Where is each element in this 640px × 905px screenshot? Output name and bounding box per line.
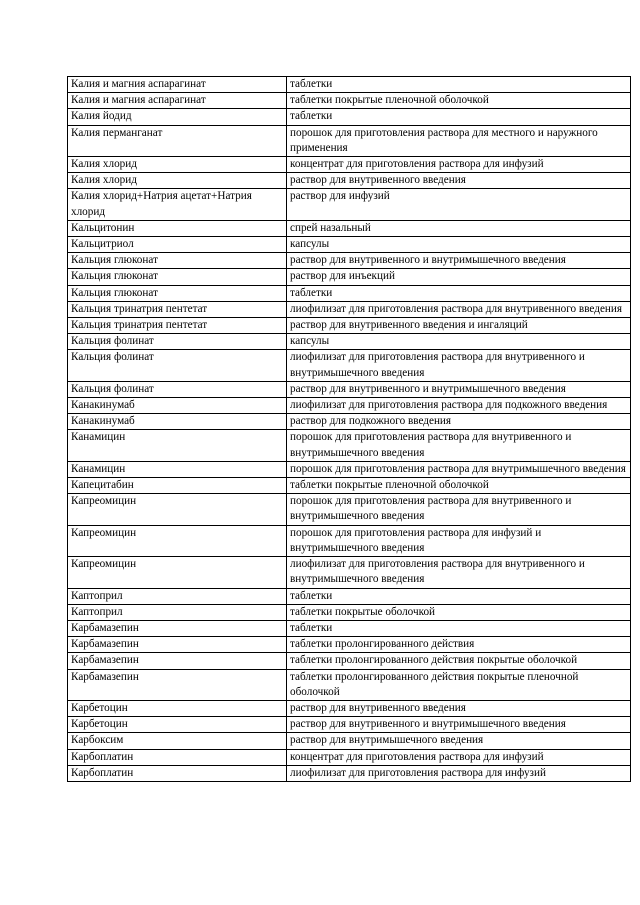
table-row	[68, 350, 631, 381]
drug-name-cell: Калия хлорид+Натрия ацетат+Натрия хлорид	[68, 189, 287, 220]
table-row	[68, 525, 631, 556]
table-row	[68, 77, 631, 93]
drug-name-cell: Карбамазепин	[68, 637, 287, 653]
table-row	[68, 414, 631, 430]
dosage-form-cell: лиофилизат для приготовления раствора для подкожного введения	[287, 398, 631, 414]
dosage-form-cell: порошок для приготовления раствора для внутримышечного введения	[287, 461, 631, 477]
drug-name-cell: Карбоплатин	[68, 749, 287, 765]
table-row	[68, 478, 631, 494]
dosage-form-cell: капсулы	[287, 237, 631, 253]
dosage-form-cell: раствор для внутривенного введения	[287, 700, 631, 716]
drug-name-cell: Калия и магния аспарагинат	[68, 93, 287, 109]
drug-name-cell: Кальция фолинат	[68, 334, 287, 350]
table-row	[68, 334, 631, 350]
dosage-form-cell: порошок для приготовления раствора для инфузий и внутримышечного введения	[287, 525, 631, 556]
drug-name-cell: Калия хлорид	[68, 157, 287, 173]
table-row	[68, 653, 631, 669]
drug-forms-table	[67, 76, 631, 782]
drug-name-cell: Кальцитонин	[68, 220, 287, 236]
table-row	[68, 765, 631, 781]
drug-name-cell: Канакинумаб	[68, 414, 287, 430]
dosage-form-cell: раствор для внутримышечного введения	[287, 733, 631, 749]
table-row	[68, 604, 631, 620]
dosage-form-cell: раствор для внутривенного и внутримышечного введения	[287, 253, 631, 269]
dosage-form-cell: раствор для внутривенного и внутримышечного введения	[287, 717, 631, 733]
dosage-form-cell: лиофилизат для приготовления раствора для инфузий	[287, 765, 631, 781]
dosage-form-cell: раствор для инфузий	[287, 189, 631, 220]
dosage-form-cell: раствор для внутривенного и внутримышечного введения	[287, 381, 631, 397]
dosage-form-cell: таблетки пролонгированного действия покрытые пленочной оболочкой	[287, 669, 631, 700]
drug-name-cell: Карбоплатин	[68, 765, 287, 781]
table-row	[68, 253, 631, 269]
dosage-form-cell: таблетки	[287, 588, 631, 604]
dosage-form-cell: лиофилизат для приготовления раствора для внутривенного и внутримышечного введения	[287, 350, 631, 381]
dosage-form-cell: раствор для внутривенного введения	[287, 173, 631, 189]
table-row	[68, 301, 631, 317]
table-row	[68, 557, 631, 588]
table-row	[68, 93, 631, 109]
table-row	[68, 733, 631, 749]
dosage-form-cell: раствор для внутривенного введения и ингаляций	[287, 318, 631, 334]
drug-name-cell: Кальция тринатрия пентетат	[68, 318, 287, 334]
dosage-form-cell: лиофилизат для приготовления раствора для внутривенного введения	[287, 301, 631, 317]
drug-name-cell: Капреомицин	[68, 525, 287, 556]
dosage-form-cell: порошок для приготовления раствора для внутривенного и внутримышечного введения	[287, 430, 631, 461]
drug-name-cell: Кальция фолинат	[68, 350, 287, 381]
table-row	[68, 157, 631, 173]
drug-name-cell: Карбамазепин	[68, 653, 287, 669]
table-row	[68, 381, 631, 397]
table-row	[68, 717, 631, 733]
drug-name-cell: Карбоксим	[68, 733, 287, 749]
table-row	[68, 588, 631, 604]
drug-name-cell: Калия и магния аспарагинат	[68, 77, 287, 93]
drug-name-cell: Калия перманганат	[68, 125, 287, 156]
table-row	[68, 237, 631, 253]
table-row	[68, 749, 631, 765]
table-row	[68, 125, 631, 156]
drug-name-cell: Каптоприл	[68, 604, 287, 620]
drug-name-cell: Каптоприл	[68, 588, 287, 604]
drug-name-cell: Канамицин	[68, 430, 287, 461]
dosage-form-cell: раствор для подкожного введения	[287, 414, 631, 430]
table-row	[68, 637, 631, 653]
dosage-form-cell: таблетки пролонгированного действия покрытые оболочкой	[287, 653, 631, 669]
drug-name-cell: Кальция глюконат	[68, 253, 287, 269]
drug-name-cell: Карбетоцин	[68, 700, 287, 716]
dosage-form-cell: порошок для приготовления раствора для местного и наружного применения	[287, 125, 631, 156]
drug-name-cell: Калия йодид	[68, 109, 287, 125]
drug-name-cell: Кальция глюконат	[68, 269, 287, 285]
table-row	[68, 220, 631, 236]
table-row	[68, 318, 631, 334]
table-row	[68, 700, 631, 716]
dosage-form-cell: таблетки покрытые пленочной оболочкой	[287, 93, 631, 109]
drug-name-cell: Кальция глюконат	[68, 285, 287, 301]
table-row	[68, 494, 631, 525]
dosage-form-cell: капсулы	[287, 334, 631, 350]
table-row	[68, 285, 631, 301]
table-row	[68, 189, 631, 220]
dosage-form-cell: лиофилизат для приготовления раствора для внутривенного и внутримышечного введения	[287, 557, 631, 588]
dosage-form-cell: таблетки покрытые пленочной оболочкой	[287, 478, 631, 494]
dosage-form-cell: таблетки	[287, 109, 631, 125]
table-row	[68, 398, 631, 414]
table-row	[68, 269, 631, 285]
dosage-form-cell: таблетки	[287, 77, 631, 93]
dosage-form-cell: таблетки	[287, 620, 631, 636]
table-row	[68, 461, 631, 477]
table-row	[68, 430, 631, 461]
drug-name-cell: Кальция фолинат	[68, 381, 287, 397]
dosage-form-cell: спрей назальный	[287, 220, 631, 236]
dosage-form-cell: концентрат для приготовления раствора для инфузий	[287, 157, 631, 173]
drug-name-cell: Карбамазепин	[68, 620, 287, 636]
drug-name-cell: Капреомицин	[68, 494, 287, 525]
drug-name-cell: Канамицин	[68, 461, 287, 477]
dosage-form-cell: концентрат для приготовления раствора для инфузий	[287, 749, 631, 765]
drug-name-cell: Капреомицин	[68, 557, 287, 588]
drug-name-cell: Кальцитриол	[68, 237, 287, 253]
drug-name-cell: Канакинумаб	[68, 398, 287, 414]
dosage-form-cell: таблетки пролонгированного действия	[287, 637, 631, 653]
drug-name-cell: Кальция тринатрия пентетат	[68, 301, 287, 317]
drug-name-cell: Карбетоцин	[68, 717, 287, 733]
table-row	[68, 620, 631, 636]
dosage-form-cell: таблетки	[287, 285, 631, 301]
drug-name-cell: Капецитабин	[68, 478, 287, 494]
table-row	[68, 669, 631, 700]
table-row	[68, 173, 631, 189]
dosage-form-cell: таблетки покрытые оболочкой	[287, 604, 631, 620]
drug-name-cell: Карбамазепин	[68, 669, 287, 700]
table-body	[68, 77, 631, 782]
table-row	[68, 109, 631, 125]
dosage-form-cell: порошок для приготовления раствора для внутривенного и внутримышечного введения	[287, 494, 631, 525]
dosage-form-cell: раствор для инъекций	[287, 269, 631, 285]
drug-name-cell: Калия хлорид	[68, 173, 287, 189]
